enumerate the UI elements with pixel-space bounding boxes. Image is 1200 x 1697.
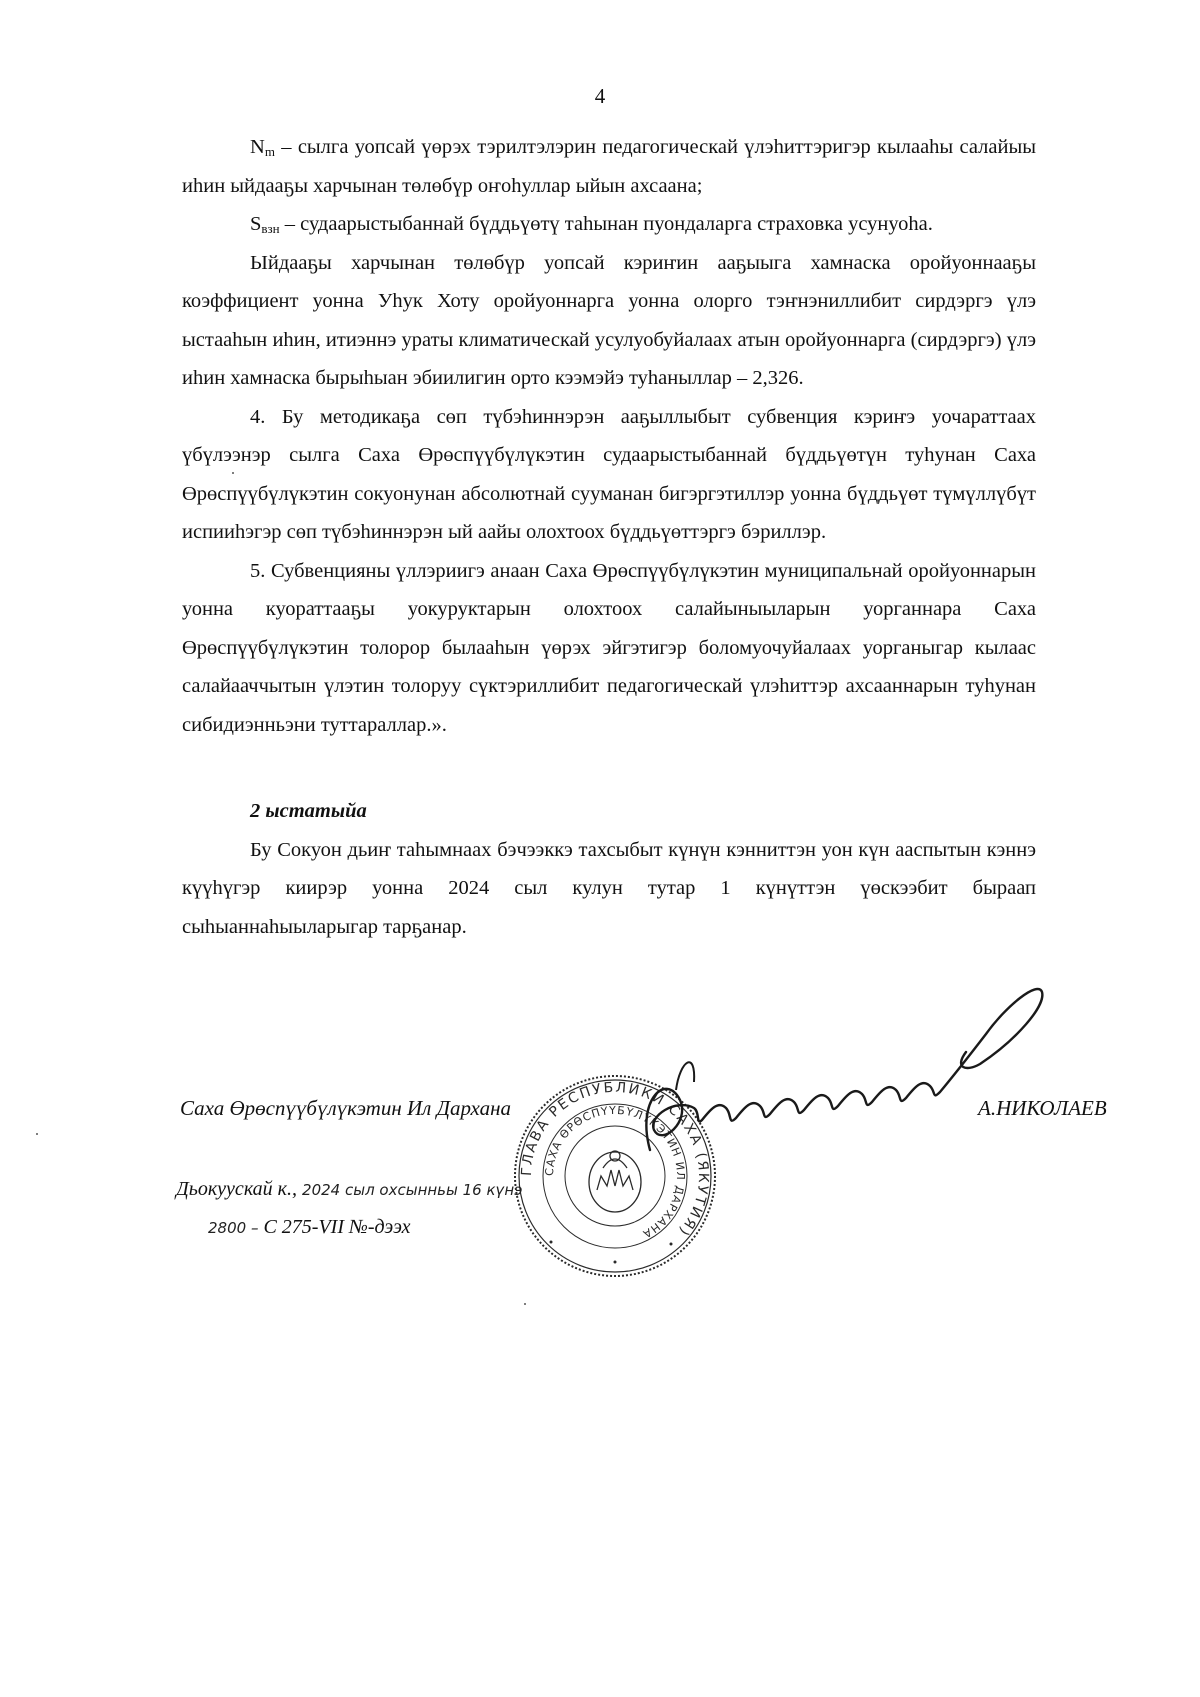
paragraph-item-4: 4. Бу методикаҕа сөп түбэһиннэрэн ааҕыллыбыт субвенция кэриҥэ уочараттаах үбүлээнэр сылга Саха Өрөспүүбүлүкэтин судаарыстыбаннай бүддьүөтүн туһунан Саха Өрөспүүбүлүкэтин сокуонунан абсолютнай сууманан бигэргэтиллэр уонна бүддьүөт түмүллүбүт испииһэгэр сөп түбэһиннэрэн ый аайы олохтоох бүддьүөттэргэ бэриллэр. bbox=[182, 405, 1036, 543]
paragraph-item-5: 5. Субвенцияны үллэриигэ анаан Саха Өрөспүүбүлүкэтин муниципальнай оройуоннарын уонна куораттааҕы уокуруктарын олохтоох салайыныыларын уорганнара Саха Өрөспүүбүлүкэтин толорор былааһын үөрэх эйгэтигэр боломуочуйалаах уорганыгар кылаас салайааччытын үлэтин толоруу сүктэриллибит педагогическай үлэһиттэр ахсааннарын туһунан сибидиэнньэни туттараллар.». bbox=[182, 559, 1036, 736]
scan-speck bbox=[36, 1133, 38, 1135]
definition-svzn bbox=[182, 205, 1036, 244]
scan-speck bbox=[232, 472, 234, 474]
place-prefix: Дьокуускай к., bbox=[176, 1178, 303, 1200]
paragraph-coefficient: Ыйдааҕы харчынан төлөбүр уопсай кэриҥин ааҕыыга хамнаска оройуоннааҕы коэффициент уонна Уһук Хоту оройуоннарга уонна олорго тэҥнэниллибит сирдэргэ үлэ ыстааһын иһин, итиэннэ ураты климатическай усулуобуйалаах атын оройуоннарга (сирдэргэ) үлэ иһин хамнаска бырыһыан эбиилигин орто кээмэйэ туһаныллар – 2,326. bbox=[182, 251, 1036, 389]
document-body bbox=[182, 128, 1036, 946]
nm-definition-text: – сылга уопсай үөрэх тэрилтэлэрин педагогическай үлэһиттэригэр кылааһы салайыы иһин ыйдааҕы харчынан төлөбүр оҥоһуллар ыйын ахсаана; bbox=[182, 136, 1036, 197]
s-definition-text: – судаарыстыбаннай бүддьүөтү таһынан пуондаларга страховка усунуоһа. bbox=[279, 213, 933, 235]
article-2-heading: 2 ыстатыйа bbox=[250, 800, 367, 822]
handwritten-number: 2800 – bbox=[208, 1219, 259, 1237]
definition-nm bbox=[182, 128, 1036, 205]
signatory-name: А.НИКОЛАЕВ bbox=[978, 1096, 1107, 1120]
signature-icon bbox=[636, 980, 1056, 1170]
page-number: 4 bbox=[594, 84, 606, 108]
scan-speck bbox=[524, 1303, 526, 1305]
s-subscript: взн bbox=[261, 221, 280, 236]
signatory-title: Саха Өрөспүүбүлүкэтин Ил Дархана bbox=[180, 1096, 511, 1120]
emblem-icon bbox=[589, 1151, 641, 1212]
document-number bbox=[208, 1216, 410, 1239]
nm-variable: N bbox=[250, 136, 265, 158]
s-variable: S bbox=[250, 213, 262, 235]
article-2-text: Бу Сокуон дьиҥ таһымнаах бэчээккэ тахсыбыт күнүн кэнниттэн уон күн ааспытын кэннэ күүһүгэр киирэр уонна 2024 сыл кулун тутар 1 күнүттэн үөскээбит быраап сыһыаннаһыыларыгар тарҕанар. bbox=[182, 838, 1036, 938]
nm-subscript: m bbox=[264, 144, 275, 159]
seal-outer-text: ГЛАВА РЕСПУБЛИКИ САХА (ЯКУТИЯ) bbox=[518, 1079, 712, 1240]
place-and-date bbox=[176, 1178, 522, 1201]
handwritten-date: 2024 сыл охсынньы 16 күнэ bbox=[302, 1181, 523, 1199]
seal-inner-text: САХА ӨРӨСПҮҮБҮЛҮКЭТИН ИЛ ДАРХАНА bbox=[542, 1103, 688, 1241]
number-suffix: С 275-VII №-дээх bbox=[258, 1216, 411, 1238]
